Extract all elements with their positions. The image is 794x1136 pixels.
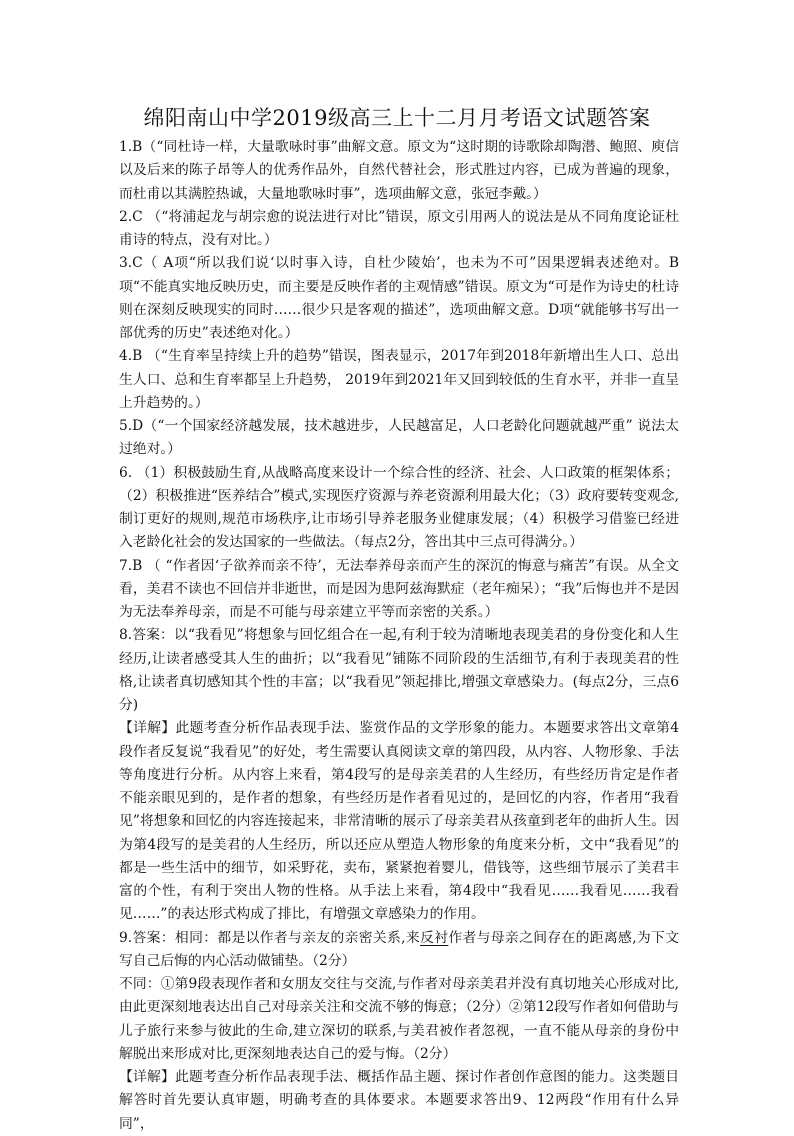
answer-8: 8.答案：以“我看见”将想象与回忆组合在一起,有利于较为清晰地表现美君的身份变化和人生经历,让读者感受其人生的曲折；以“我看见”铺陈不同阶段的生活细节,有利于表现美君的性格,让读者真切感知其个性的丰富；以“我看见”领起排比,增强文章感染力。(每点2分，三点6分): [119, 627, 679, 713]
answer-9-differences: 不同：①第9段表现作者和女朋友交往与交流,与作者对母亲美君并没有真切地关心形成对比,由此更深刻地表达出自己对母亲关注和交流不够的悔意；（2分）②第12段写作者如何借助与儿子旅行来参与彼此的生命,建立深切的联系,与美君被作者忽视，一直不能从母亲的身份中解脱出来形成对比,更深刻地表达自己的爱与悔。（2分）: [119, 976, 679, 1062]
document-body: [119, 136, 679, 1136]
answer-9-underlined-word: 反衬: [420, 929, 449, 946]
answer-2: 2.C （“将浦起龙与胡宗愈的说法进行对比”错误，原文引用两人的说法是从不同角度论证杜甫诗的特点，没有对比。）: [119, 208, 679, 248]
answer-9-detail: 【详解】此题考查分析作品表现手法、概括作品主题、探讨作者创作意图的能力。这类题目解答时首先要认真审题，明确考查的具体要求。本题要求答出9、12两段“作用有什么异同”，: [119, 1069, 679, 1132]
answer-4: 4.B （“生育率呈持续上升的趋势”错误，图表显示，2017年到2018年新增出生人口、总出生人口、总和生育率都呈上升趋势， 2019年到2021年又回到较低的生育水平，并非一直呈上升趋势的。）: [119, 348, 679, 411]
answer-1: 1.B（“同杜诗一样，大量歌咏时事”曲解文意。原文为“这时期的诗歌除却陶潜、鲍照、庾信以及后来的陈子昂等人的优秀作品外，自然代替社会，形式胜过内容，已成为普遍的现象，而杜甫以其满腔热诚，大量地歌咏时事”，选项曲解文意，张冠李戴。）: [119, 139, 679, 202]
answer-9-intro: [119, 927, 679, 974]
answer-9-intro-part-b: 作者与母亲之间存在的距离感,为下文写自己后悔的内心活动做铺垫。（2分）: [119, 929, 680, 969]
answer-8-detail: 【详解】此题考查分析作品表现手法、鉴赏作品的文学形象的能力。本题要求答出文章第4段作者反复说“我看见”的好处，考生需要认真阅读文章的第四段，从内容、人物形象、手法等角度进行分析。从内容上来看，第4段写的是母亲美君的人生经历，有些经历肯定是作者不能亲眼见到的，是作者的想象，有些经历是作者看见过的，是回忆的内容，作者用“我看见”将想象和回忆的内容连接起来，非常清晰的展示了母亲美君从孩童到老年的曲折人生。因为第4段写的是美君的人生经历，所以还应从塑造人物形象的角度来分析，文中“我看见”的都是一些生活中的细节，如采野花，卖布，紧紧抱着婴儿，借钱等，这些细节展示了美君丰富的个性，有利于突出人物的性格。从手法上来看，第4段中“我看见……我看见……我看见……”的表达形式构成了排比，有增强文章感染力的作用。: [119, 720, 679, 923]
answer-6: 6. （1）积极鼓励生育,从战略高度来设计一个综合性的经济、社会、人口政策的框架体系；（2）积极推进“医养结合”模式,实现医疗资源与养老资源利用最大化；（3）政府要转变观念,制订更好的规则,规范市场秩序,让市场引导养老服务业健康发展；（4）积极学习借鉴已经进入老龄化社会的发达国家的一些做法。（每点2分，答出其中三点可得满分。）: [119, 464, 679, 551]
answer-5: 5.D（“一个国家经济越发展，技术越进步，人民越富足，人口老龄化问题就越严重” 说法太过绝对。）: [119, 418, 679, 458]
document-title: 绵阳南山中学2019级高三上十二月月考语文试题答案: [143, 106, 651, 130]
answer-9-intro-part-a: 9.答案：相同：都是以作者与亲友的亲密关系,来: [119, 929, 421, 946]
answer-3: 3.C（ A项“所以我们说‘以时事入诗，自杜少陵始’，也未为不可”因果逻辑表述绝对。B项“不能真实地反映历史，而主要是反映作者的主观情感”错误。原文为“可是作为诗史的杜诗则在深刻反映现实的同时……很少只是客观的描述”，选项曲解文意。D项“就能够书写出一部优秀的历史”表述绝对化。）: [119, 255, 679, 341]
answer-7: 7.B （ “作者因‘子欲养而亲不待’，无法奉养母亲而产生的深沉的悔意与痛苦”有误。从全文看，美君不读也不回信并非逝世，而是因为患阿兹海默症（老年痴呆）；“我”后悔也并不是因为无法奉养母亲，而是不可能与母亲建立平等而亲密的关系。）: [119, 557, 679, 620]
